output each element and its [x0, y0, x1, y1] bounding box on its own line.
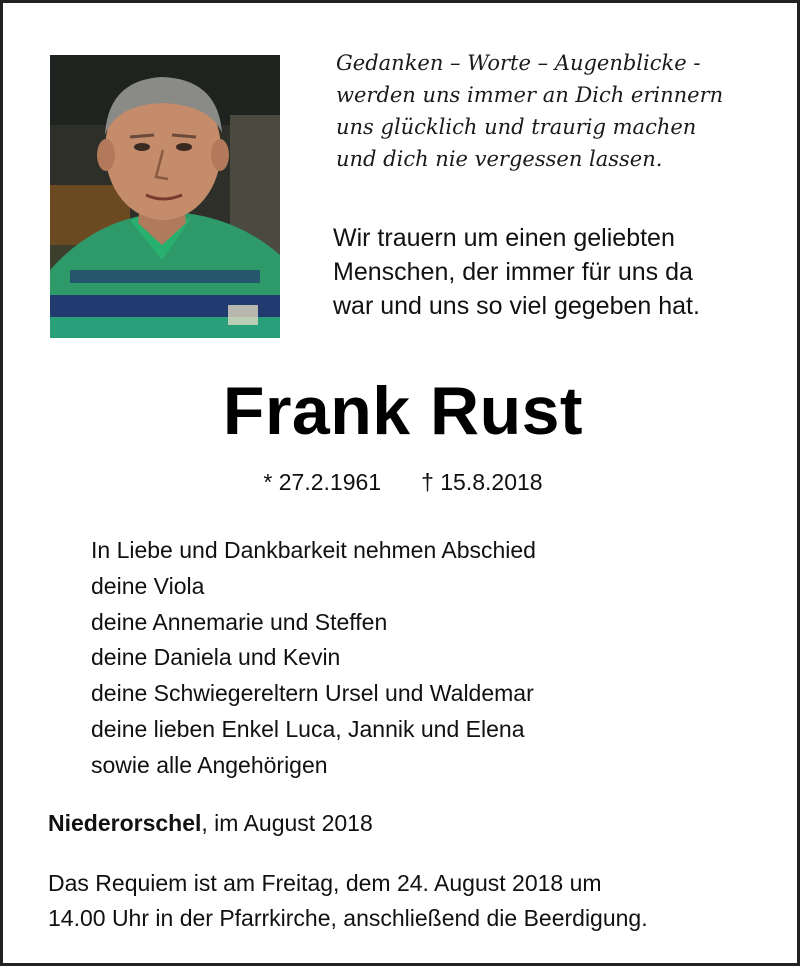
poem-line: werden uns immer an Dich erinnern [336, 83, 724, 107]
death-date: † 15.8.2018 [421, 469, 543, 495]
requiem-notice [48, 866, 648, 936]
family-line: deine Viola [91, 572, 205, 599]
place-date: , im August 2018 [201, 810, 373, 836]
mourning-line: Wir trauern um einen geliebten [333, 224, 675, 252]
deceased-name: Frank Rust [222, 373, 584, 449]
birth-date: * 27.2.1961 [263, 469, 382, 495]
poem-line: Gedanken – Worte – Augenblicke - [336, 51, 701, 75]
family-line: deine Daniela und Kevin [91, 644, 341, 671]
requiem-line: Das Requiem ist am Freitag, dem 24. August 2018 um [48, 870, 602, 896]
family-line: deine lieben Enkel Luca, Jannik und Elena [91, 715, 525, 742]
family-line: deine Annemarie und Steffen [91, 608, 388, 635]
family-list [91, 533, 536, 784]
portrait-photo [50, 55, 280, 338]
life-dates [3, 465, 800, 499]
family-line: deine Schwiegereltern Ursel und Waldemar [91, 680, 534, 707]
poem-line: uns glücklich und traurig machen [336, 115, 697, 139]
mourning-line: Menschen, der immer für uns da [333, 258, 693, 286]
mourning-line: war und uns so viel gegeben hat. [333, 292, 700, 320]
poem-line: und dich nie vergessen lassen. [336, 147, 663, 171]
family-line: sowie alle Angehörigen [91, 751, 328, 778]
place-and-date [48, 806, 373, 840]
town-name: Niederorschel [48, 810, 202, 836]
family-line: In Liebe und Dankbarkeit nehmen Abschied [91, 537, 536, 563]
requiem-line: 14.00 Uhr in der Pfarrkirche, anschließend die Beerdigung. [48, 905, 648, 931]
memorial-poem [336, 47, 776, 175]
mourning-statement [333, 221, 773, 323]
